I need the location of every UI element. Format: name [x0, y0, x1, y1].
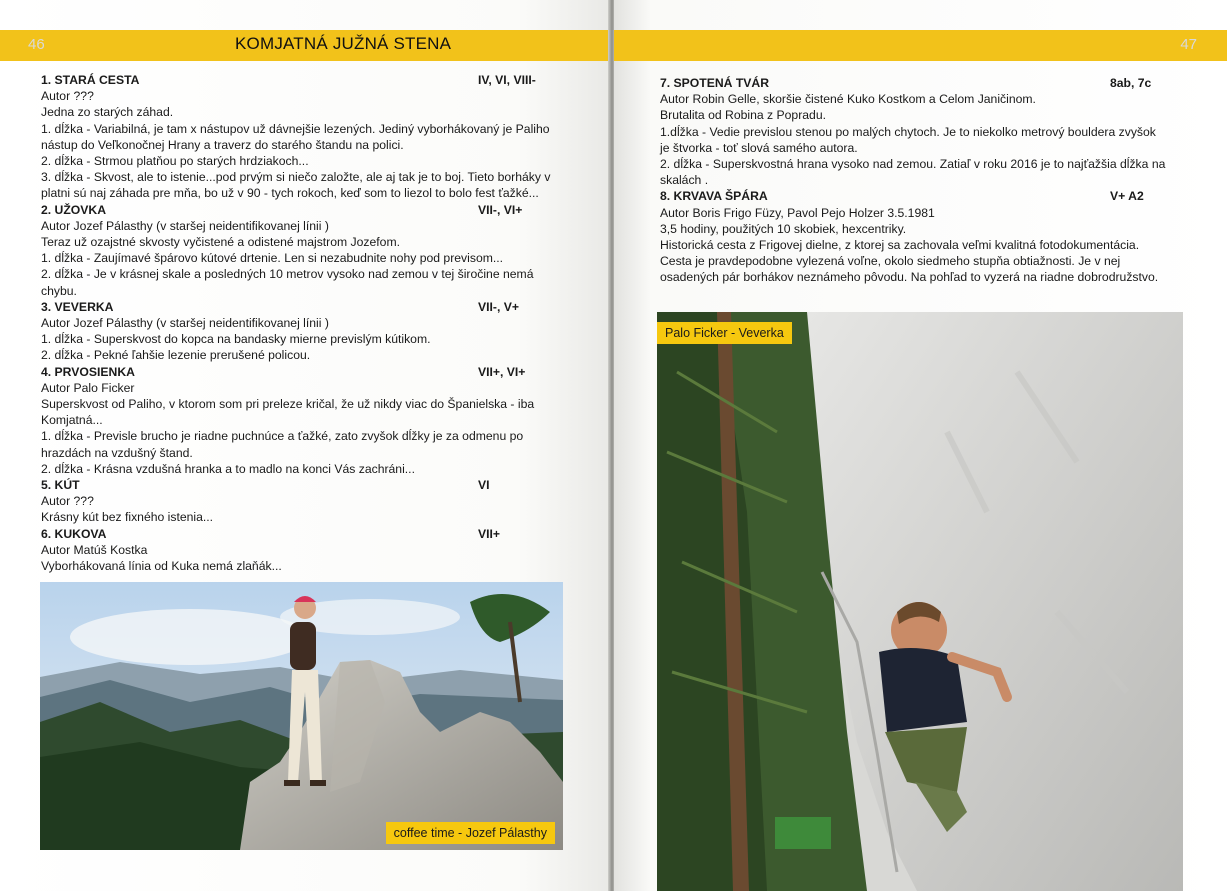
- route-heading: [41, 477, 566, 493]
- route-grade: VII-, V+: [478, 299, 519, 314]
- route-grade: V+ A2: [1110, 189, 1144, 204]
- route-grade: IV, VI, VIII-: [478, 73, 536, 87]
- route-description-line: Komjatná...: [41, 413, 103, 428]
- route-description-line: nástup do Veľkonočnej Hrany a traverz do starého štandu na polici.: [41, 137, 404, 152]
- route-title: 1. STARÁ CESTA: [41, 73, 140, 87]
- route-description-line: 3,5 hodiny, použitých 10 skobiek, hexcentriky.: [660, 221, 907, 236]
- route-heading: [41, 72, 566, 88]
- route-list-right: [660, 75, 1186, 286]
- route-heading: [41, 364, 566, 380]
- page-number-right: 47: [1180, 36, 1197, 53]
- route-description-line: chybu.: [41, 283, 77, 298]
- route-description-line: Krásny kút bez fixného istenia...: [41, 510, 214, 525]
- header-band-right: [614, 30, 1227, 61]
- route-description-line: 2. dĺžka - Je v krásnej skale a posledných 10 metrov vysoko nad zemou v tej širočine nemá: [41, 267, 534, 282]
- header-band-left: [0, 30, 608, 61]
- route-heading: [41, 526, 566, 542]
- route-list-left: [41, 72, 566, 574]
- route-description-line: Cesta je pravdepodobne vylezená voľne, okolo siedmeho stupňa obtiažnosti. Je v nej: [660, 254, 1121, 269]
- route-description-line: 2. dĺžka - Krásna vzdušná hranka a to madlo na konci Vás zachráni...: [41, 461, 415, 476]
- route-description-line: Teraz už ozajstné skvosty vyčistené a odistené majstrom Jozefom.: [41, 235, 401, 249]
- coffee-landscape-photo: [40, 582, 563, 850]
- route-grade: VII+: [478, 526, 501, 541]
- route-description-line: je štvorka - toť slová samého autora.: [660, 140, 858, 155]
- route-description-line: 1. dĺžka - Previsle brucho je riadne puchnúce a ťažké, zato zvyšok dĺžky je za odmenu po: [41, 429, 524, 444]
- photo-veverka: [657, 312, 1183, 891]
- route-heading: [41, 202, 566, 218]
- route-description-line: Jedna zo starých záhad.: [41, 105, 174, 120]
- route-description-line: 1. dĺžka - Zaujímavé špárovo kútové drtenie. Len si nezabudnite nohy pod previsom...: [41, 251, 504, 266]
- route-description-line: osadených pár borhákov neznámeho pôvodu. Na pohľad to vyzerá na riadne dobrodružstvo.: [660, 270, 1159, 285]
- route-description-line: Autor Jozef Pálasthy (v staršej neidentifikovanej línii ): [41, 316, 329, 330]
- route-description-line: platni sú naj záhada pre mňa, bo už v 90 - tych rokoch, keď som to liezol to bolo fest ťažké...: [41, 186, 539, 201]
- route-description-line: Superskvost od Paliho, v ktorom som pri preleze kričal, že už nikdy viac do Španielska - iba: [41, 397, 535, 411]
- route-grade: VII+, VI+: [478, 364, 526, 379]
- route-description-line: Autor Jozef Pálasthy (v staršej neidentifikovanej línii ): [41, 218, 329, 233]
- route-description-line: Autor Robin Gelle, skoršie čistené Kuko Kostkom a Celom Janičinom.: [660, 92, 1036, 107]
- photo-coffee-time: [40, 582, 563, 850]
- route-description-line: 2. dĺžka - Superskvostná hrana vysoko nad zemou. Zatiaľ v roku 2016 je to najťažšia dĺžka na: [660, 157, 1166, 171]
- route-title: 2. UŽOVKA: [41, 202, 107, 217]
- right-page: [614, 0, 1227, 891]
- route-description-line: Vyborhákovaná línia od Kuka nemá zlaňák...: [41, 559, 282, 573]
- route-title: 5. KÚT: [41, 478, 80, 493]
- route-grade: VI: [478, 478, 490, 493]
- chapter-title: KOMJATNÁ JUŽNÁ STENA: [235, 34, 452, 53]
- route-title: 7. SPOTENÁ TVÁR: [660, 76, 770, 90]
- route-description-line: Historická cesta z Frigovej dielne, z ktorej sa zachovala veľmi kvalitná fotodokumentácia.: [660, 238, 1140, 252]
- page-number-left: 46: [28, 36, 45, 53]
- route-description-line: 1. dĺžka - Variabilná, je tam x nástupov už dávnejšie lezených. Jediný vyborhákovaný je Paliho: [41, 121, 550, 136]
- route-description-line: 2. dĺžka - Strmou platňou po starých hrdziakoch...: [41, 154, 309, 168]
- route-grade: 8ab, 7c: [1110, 76, 1152, 90]
- route-description-line: 1. dĺžka - Superskvost do kopca na bandasky mierne previslým kútikom.: [41, 332, 431, 347]
- route-description-line: Brutalita od Robina z Popradu.: [660, 108, 826, 123]
- route-description-line: Autor Palo Ficker: [41, 380, 135, 395]
- climber-photo: [657, 312, 1183, 891]
- left-page: [0, 0, 610, 891]
- route-title: 6. KUKOVA: [41, 526, 107, 541]
- route-heading: [41, 299, 566, 315]
- route-description-line: Autor ???: [41, 89, 94, 104]
- route-description-line: skalách .: [660, 173, 709, 188]
- route-description-line: 1.dĺžka - Vedie previslou stenou po malých chytoch. Je to niekolko metrový bouldera zvyšok: [660, 124, 1156, 139]
- route-title: 3. VEVERKA: [41, 299, 114, 314]
- route-title: 4. PRVOSIENKA: [41, 364, 135, 379]
- route-heading: [660, 75, 1186, 91]
- route-heading: [660, 188, 1186, 204]
- route-description-line: hrazdách na vzdušný štand.: [41, 445, 193, 460]
- photo-caption-right: Palo Ficker - Veverka: [657, 322, 792, 344]
- route-description-line: 3. dĺžka - Skvost, ale to istenie...pod prvým si niečo založte, ale aj tak je to boj. Tieto borháky v: [41, 170, 551, 185]
- photo-caption-left: coffee time - Jozef Pálasthy: [386, 822, 555, 844]
- route-title: 8. KRVAVA ŠPÁRA: [660, 189, 768, 204]
- route-description-line: Autor Matúš Kostka: [41, 542, 148, 557]
- route-grade: VII-, VI+: [478, 202, 523, 217]
- route-description-line: Autor ???: [41, 494, 94, 509]
- route-description-line: 2. dĺžka - Pekné ľahšie lezenie prerušené policou.: [41, 348, 311, 363]
- route-description-line: Autor Boris Frigo Füzy, Pavol Pejo Holzer 3.5.1981: [660, 205, 935, 220]
